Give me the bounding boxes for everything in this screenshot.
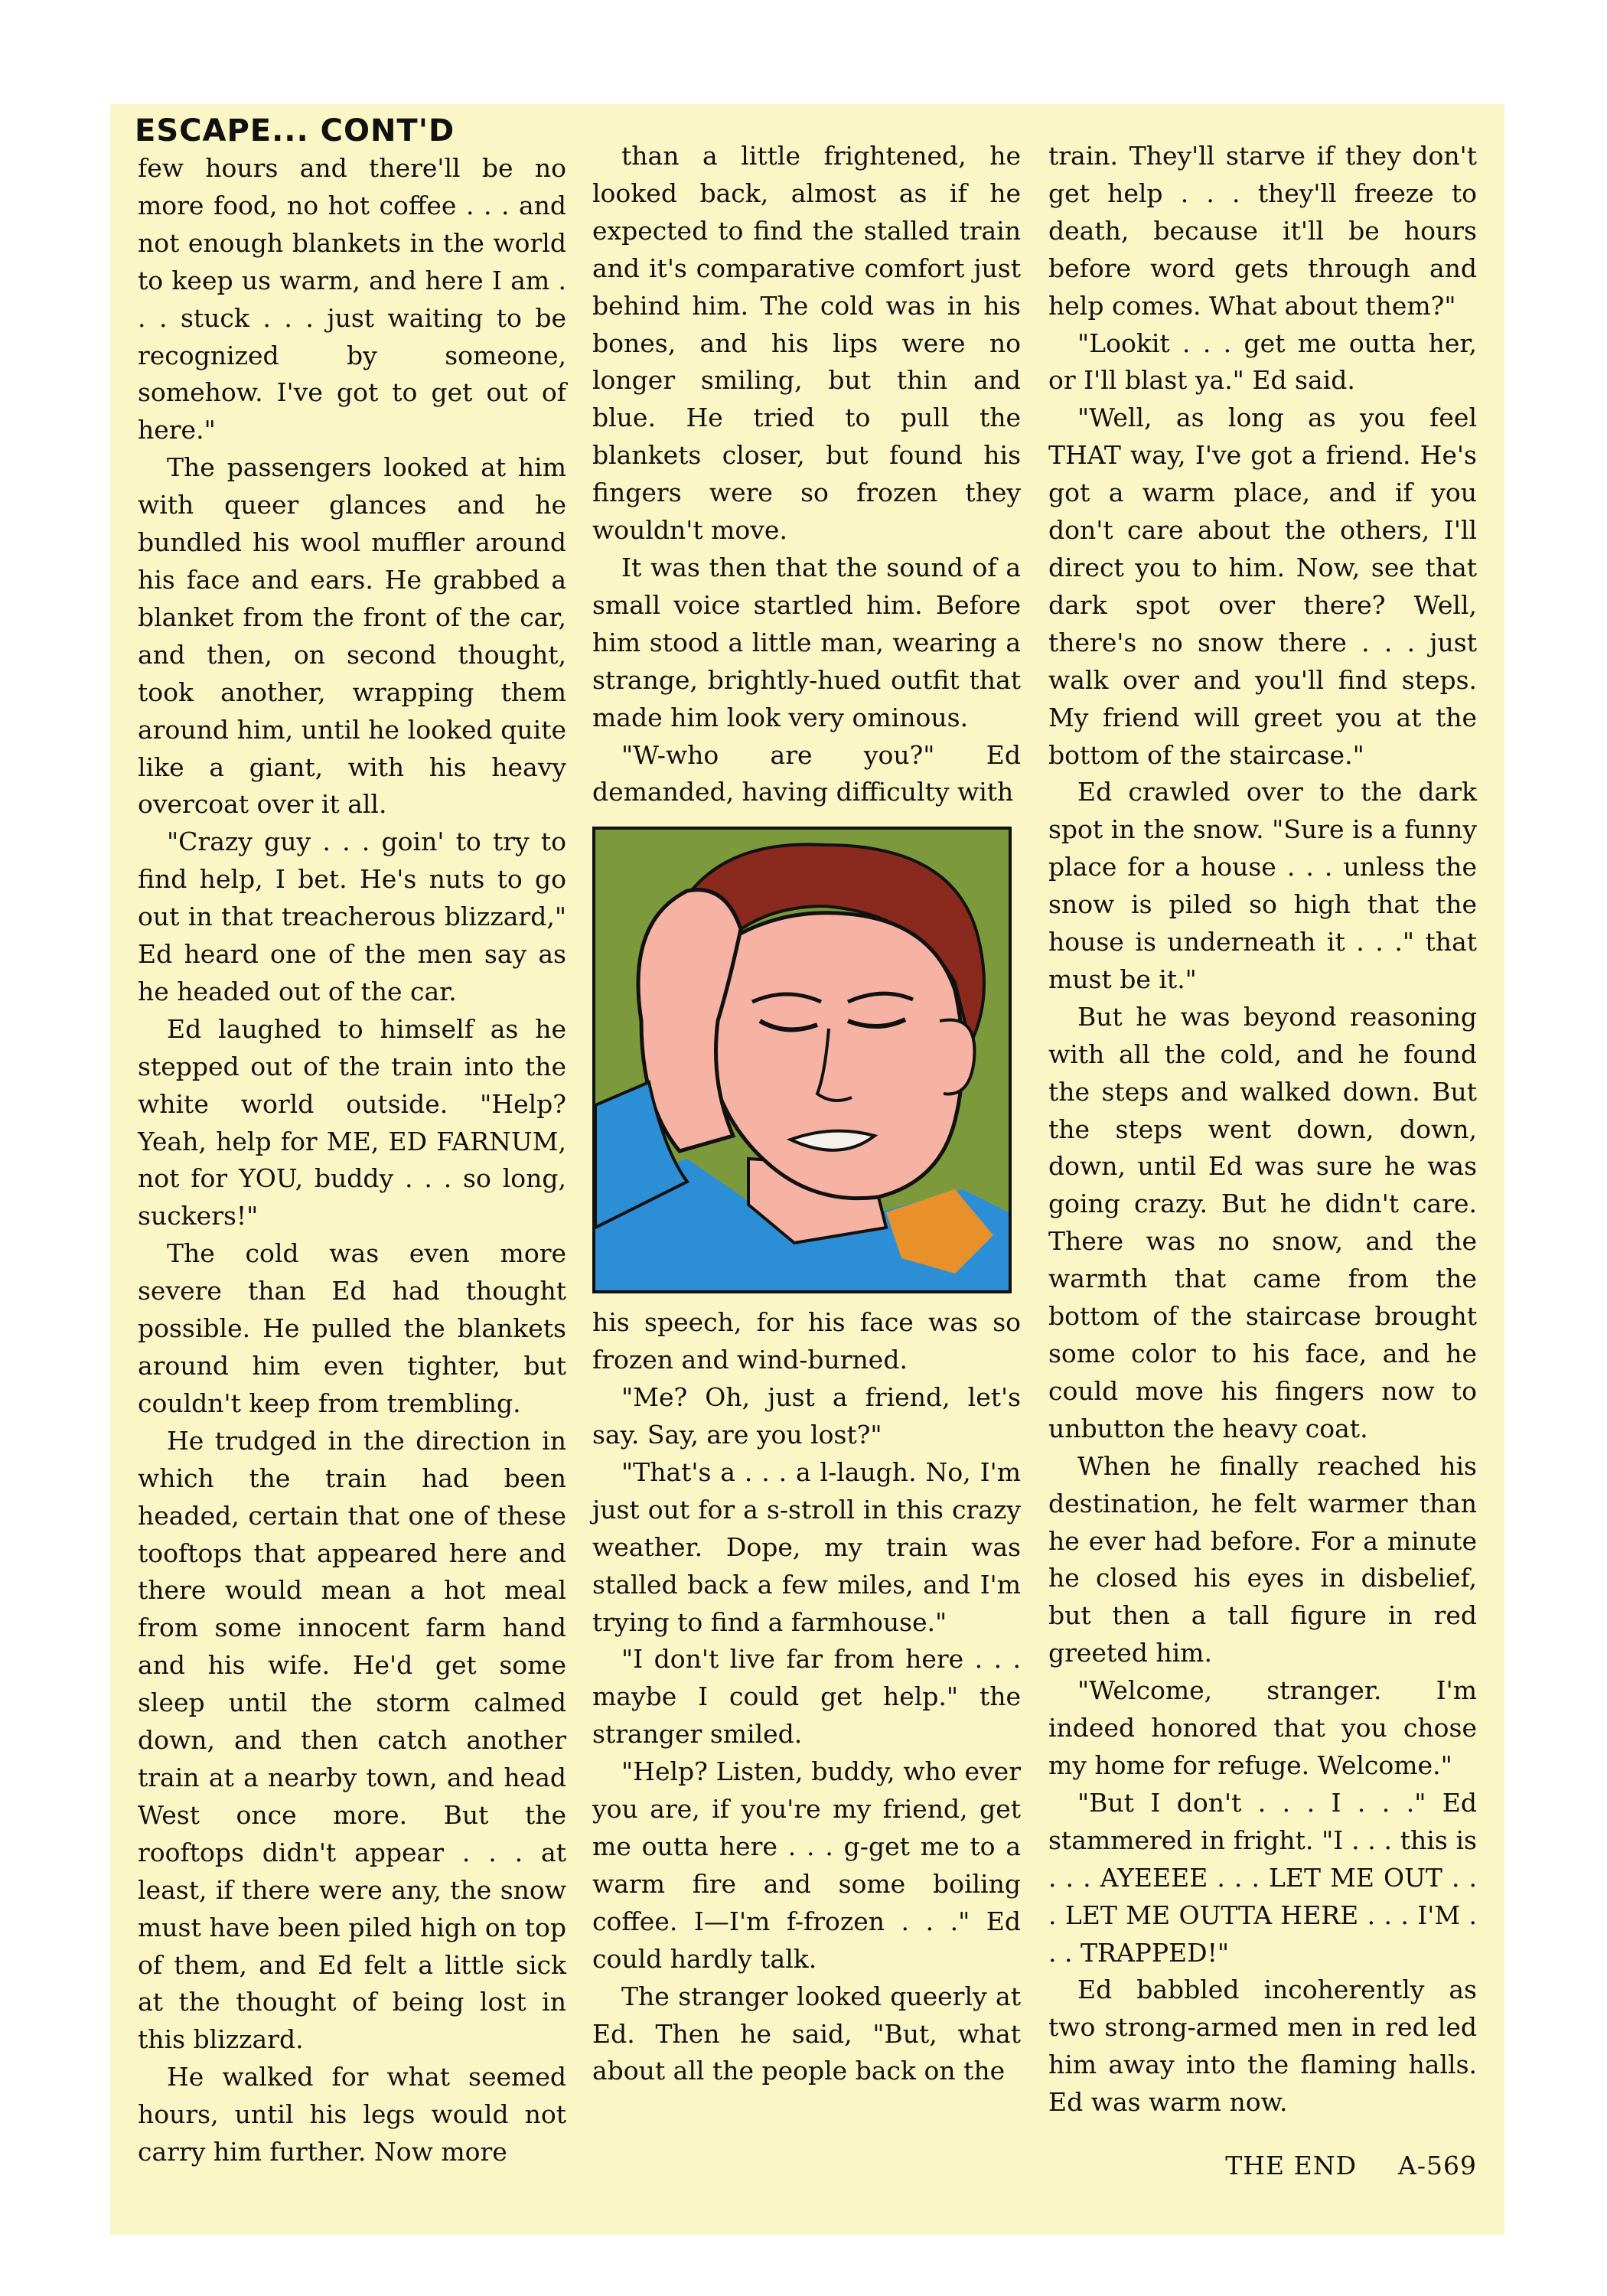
comic-panel-illustration [592,827,1012,1293]
paragraph: "That's a . . . a l-laugh. No, I'm just out for a s-stroll in this crazy weather. Dope, my train was stalled back a few miles, and I'm trying to find a farmhouse." [592,1456,1021,1637]
paragraph: But he was beyond reasoning with all the cold, and he found the steps and walked down. But the steps went down, down, down, until Ed was sure he was going crazy. But he didn't care. There was no snow, and the warmth that came from the bottom of the staircase brought some color to his face, and he could move his fingers now to unbutton the heavy coat. [1048,1001,1477,1443]
paragraph: It was then that the sound of a small voice startled him. Before him stood a little man, wearing a strange, brightly-hued outfit that made him look very ominous. [592,552,1021,732]
end-row [1048,2148,1477,2185]
paragraph: Ed babbled incoherently as two strong-armed men in red led him away into the flaming halls. Ed was warm now. [1048,1975,1477,2118]
paragraph: The stranger looked queerly at Ed. Then he said, "But, what about all the people back on the [592,1981,1021,2086]
paragraph: Ed laughed to himself as he stepped out of the train into the white world outside. "Help? Yeah, help for ME, ED FARNUM, not for YOU, buddy . . . so long, suckers!" [138,1013,566,1231]
paragraph: The cold was even more severe than Ed had thought possible. He pulled the blankets around him even tighter, but couldn't keep from trembling. [138,1238,566,1418]
paragraph: "W-who are you?" Ed demanded, having difficulty with [592,739,1021,807]
paragraph: "Crazy guy . . . goin' to try to find help, I bet. He's nuts to go out in that treacherous blizzard," Ed heard one of the men say as he headed out of the car. [138,827,566,1006]
paragraph: Ed crawled over to the dark spot in the snow. "Sure is a funny place for a house . . . unless the snow is piled so high that the house is underneath it . . ." that must be it." [1048,777,1477,994]
paragraph: He trudged in the direction in which the train had been headed, certain that one of these tooftops that appeared here and there would mean a hot meal from some innocent farm hand and his wife. He'd get some sleep until the storm calmed down, and then catch another train at a nearby town, and head West once more. But the rooftops didn't appear . . . at least, if there were any, the snow must have been piled high on top of them, and Ed felt a little sick at the thought of being lost in this blizzard. [138,1425,566,2055]
paragraph: He walked for what seemed hours, until his legs would not carry him further. Now more [138,2062,566,2167]
man-shivering-illustration [595,830,1009,1290]
story-heading: ESCAPE... CONT'D [135,113,455,148]
paragraph: "Lookit . . . get me outta her, or I'll blast ya." Ed said. [1048,328,1477,396]
paragraph: "Well, as long as you feel THAT way, I've got a friend. He's got a warm place, and if you don't care about the others, I'll direct you to him. Now, see that dark spot over there? Well, there's no snow there . . . just walk over and you'll find steps. My friend will greet you at the bottom of the staircase." [1048,403,1477,770]
paragraph: The passengers looked at him with queer glances and he bundled his wool muffler around his face and ears. He grabbed a blanket from the front of the car, and then, on second thought, took another, wrapping them around him, until he looked quite like a giant, with his heavy overcoat over it all. [138,452,566,820]
column-1 [138,150,566,2171]
paragraph: than a little frightened, he looked back, almost as if he expected to find the stalled train and it's comparative comfort just behind him. The cold was in his bones, and his lips were no longer smiling, but thin and blue. He tried to pull the blankets closer, but found his fingers were so frozen they wouldn't move. [592,141,1021,546]
paragraph: "I don't live far from here . . . maybe I could get help." the stranger smiled. [592,1644,1021,1750]
paragraph: train. They'll starve if they don't get help . . . they'll freeze to death, because it'll be hours before word gets through and help comes. What about them?" [1048,141,1477,321]
the-end-label: THE END [1225,2151,1358,2181]
column-3 [1048,138,1477,2185]
paragraph: "Help? Listen, buddy, who ever you are, if you're my friend, get me outta here . . . g-get me to a warm fire and some boiling coffee. I—I'm f-frozen . . ." Ed could hardly talk. [592,1756,1021,1974]
paragraph: "Me? Oh, just a friend, let's say. Say, are you lost?" [592,1382,1021,1450]
paragraph: his speech, for his face was so frozen and wind-burned. [592,1307,1021,1375]
paragraph: few hours and there'll be no more food, no hot coffee . . . and not enough blankets in the world to keep us warm, and here I am . . . stuck . . . just waiting to be recognized by someone, somehow. I've got to get out of here." [138,153,566,445]
column-2 [592,138,1021,2090]
paragraph: "Welcome, stranger. I'm indeed honored that you chose my home for refuge. Welcome." [1048,1675,1477,1780]
paragraph: "But I don't . . . I . . ." Ed stammered in fright. "I . . . this is . . . AYEEEE . . . LET ME OUT . . . LET ME OUTTA HERE . . . I'M . . . TRAPPED!" [1048,1787,1477,1968]
page-code: A-569 [1398,2151,1477,2181]
paragraph: When he finally reached his destination, he felt warmer than he ever had before. For a minute he closed his eyes in disbelief, but then a tall figure in red greeted him. [1048,1450,1477,1668]
